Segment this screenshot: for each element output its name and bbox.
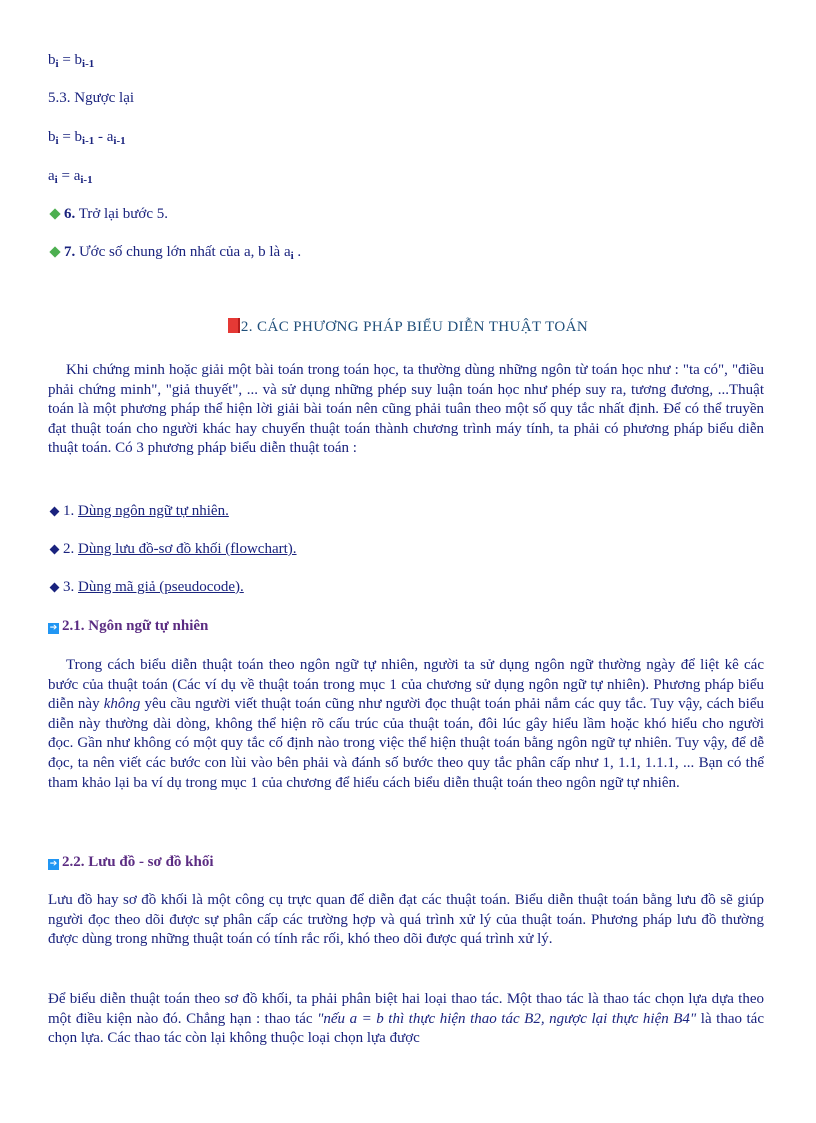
subscript: i-1 xyxy=(82,58,95,70)
subscript: i-1 xyxy=(113,135,126,147)
method-2 xyxy=(48,540,297,558)
subsection-title: 2.2. Lưu đồ - sơ đồ khối xyxy=(62,854,214,870)
subscript: i-1 xyxy=(82,135,95,147)
paragraph-text: Để biểu diễn thuật toán theo sơ đồ khối, ta phải phân biệt hai loại thao tác. Một thao tác là thao tác chọn lựa dựa theo một điều kiện nào đó. Chẳng hạn : thao tác xyxy=(48,991,764,1027)
flowchart-paragraph-2 xyxy=(48,990,764,1049)
step-text: . xyxy=(293,244,302,260)
emphasis-text: không xyxy=(103,696,141,713)
formula-text: = b xyxy=(58,52,83,68)
section-title-text: 2. CÁC PHƯƠNG PHÁP BIỂU DIỄN THUẬT TOÁN xyxy=(240,319,589,335)
green-diamond-icon xyxy=(49,208,60,219)
method-number: 1. xyxy=(63,503,78,519)
step-number: 7. xyxy=(64,244,76,260)
red-flag-icon xyxy=(228,318,238,333)
subsection-2-1-heading xyxy=(48,617,208,635)
var-b: b xyxy=(48,52,56,68)
method-number: 2. xyxy=(63,541,78,557)
subsection-2-2-heading xyxy=(48,853,214,871)
step-5-3: 5.3. Ngược lại xyxy=(48,90,135,106)
natural-language-paragraph xyxy=(48,656,764,793)
link-natural-language[interactable]: Dùng ngôn ngữ tự nhiên. xyxy=(78,503,229,519)
link-pseudocode[interactable]: Dùng mã giả (pseudocode). xyxy=(78,579,244,595)
subscript: i xyxy=(290,250,294,262)
formula-text: - a xyxy=(94,129,114,145)
emphasis-text: "nếu a = b thì thực hiện thao tác B2, ngược lại thực hiện B4" xyxy=(317,1010,697,1027)
subsection-title: 2.1. Ngôn ngữ tự nhiên xyxy=(62,618,209,634)
formula-bi-minus xyxy=(48,128,126,146)
step-7 xyxy=(48,243,301,261)
step-6 xyxy=(48,205,168,223)
formula-ai xyxy=(48,167,93,185)
blue-diamond-icon xyxy=(50,544,60,554)
subscript: i xyxy=(54,174,58,186)
formula-text: = b xyxy=(58,129,83,145)
paragraph-text: là thao tác chọn lựa. Các thao tác còn lại không thuộc loại chọn lựa được xyxy=(48,1010,764,1047)
method-1 xyxy=(48,502,229,520)
formula-text: = a xyxy=(57,168,81,184)
blue-diamond-icon xyxy=(50,506,60,516)
subscript: i-1 xyxy=(80,174,93,186)
arrow-right-icon: ➔ xyxy=(49,623,58,633)
subscript: i xyxy=(55,58,59,70)
subscript: i xyxy=(55,135,59,147)
method-3 xyxy=(48,578,244,596)
var-a: a xyxy=(48,168,55,184)
link-flowchart[interactable]: Dùng lưu đồ-sơ đồ khối (flowchart). xyxy=(78,541,297,557)
step-text: Trở lại bước 5. xyxy=(75,206,169,222)
method-number: 3. xyxy=(63,579,78,595)
paragraph-text: yêu cầu người viết thuật toán cũng như người đọc thuật toán phải nắm các quy tắc. Tuy vậy, cách biểu diễn này thường dài dòng, không thể hiện rõ cấu trúc của thuật toán, đôi lúc gây hiểu lầm hoặc khó hiểu cho người đọc. Gần như không có một quy tắc cố định nào trong việc thể hiện thuật toán bằng ngôn ngữ tự nhiên. Tuy vậy, để dễ đọc, ta nên viết các bước con lùi vào bên phải và đánh số bước theo quy tắc phân cấp như 1, 1.1, 1.1.1, ... Bạn có thể tham khảo lại ba ví dụ trong mục 1 của chương để hiểu cách biểu diễn thuật toán theo ngôn ngữ tự nhiên. xyxy=(48,696,765,791)
arrow-right-icon: ➔ xyxy=(49,859,58,869)
green-diamond-icon xyxy=(49,246,60,257)
var-b: b xyxy=(48,129,56,145)
formula-bi-equals-bi-1 xyxy=(48,51,94,69)
paragraph-text: Trong cách biểu diễn thuật toán theo ngôn ngữ tự nhiên, người ta sử dụng ngôn ngữ thường ngày để liệt kê các bước của thuật toán (Các ví dụ về thuật toán trong mục 1 của chương sử dụng ngôn ngữ tự nhiên). Phương pháp biểu diễn này xyxy=(48,657,764,713)
intro-paragraph: Khi chứng minh hoặc giải một bài toán trong toán học, ta thường dùng những ngôn từ toán học như : "ta có", "điều phải chứng minh", "giả thuyết", ... và sử dụng những phép suy luận toán học như phép suy ra, tương đương, ...Thuật toán là một phương pháp thể hiện lời giải bài toán nên cũng phải tuân theo một số quy tắc nhất định. Để có thể truyền đạt thuật toán cho người khác hay chuyển thuật toán thành chương trình máy tính, ta phải có phương pháp biểu diễn thuật toán. Có 3 phương pháp biểu diễn thuật toán : xyxy=(48,362,764,457)
flowchart-paragraph-1: Lưu đồ hay sơ đồ khối là một công cụ trực quan để diễn đạt các thuật toán. Biểu diễn thuật toán bằng lưu đồ sẽ giúp người đọc theo dõi được sự phân cấp các trường hợp và quá trình xử lý của thuật toán. Phương pháp lưu đồ thường được dùng trong những thuật toán có tính rắc rối, khó theo dõi được quá trình xử lý. xyxy=(48,892,764,948)
step-number: 6. xyxy=(64,206,76,222)
step-text: Ước số chung lớn nhất của a, b là a xyxy=(75,244,291,260)
blue-diamond-icon xyxy=(50,582,60,592)
section-heading xyxy=(0,318,816,336)
